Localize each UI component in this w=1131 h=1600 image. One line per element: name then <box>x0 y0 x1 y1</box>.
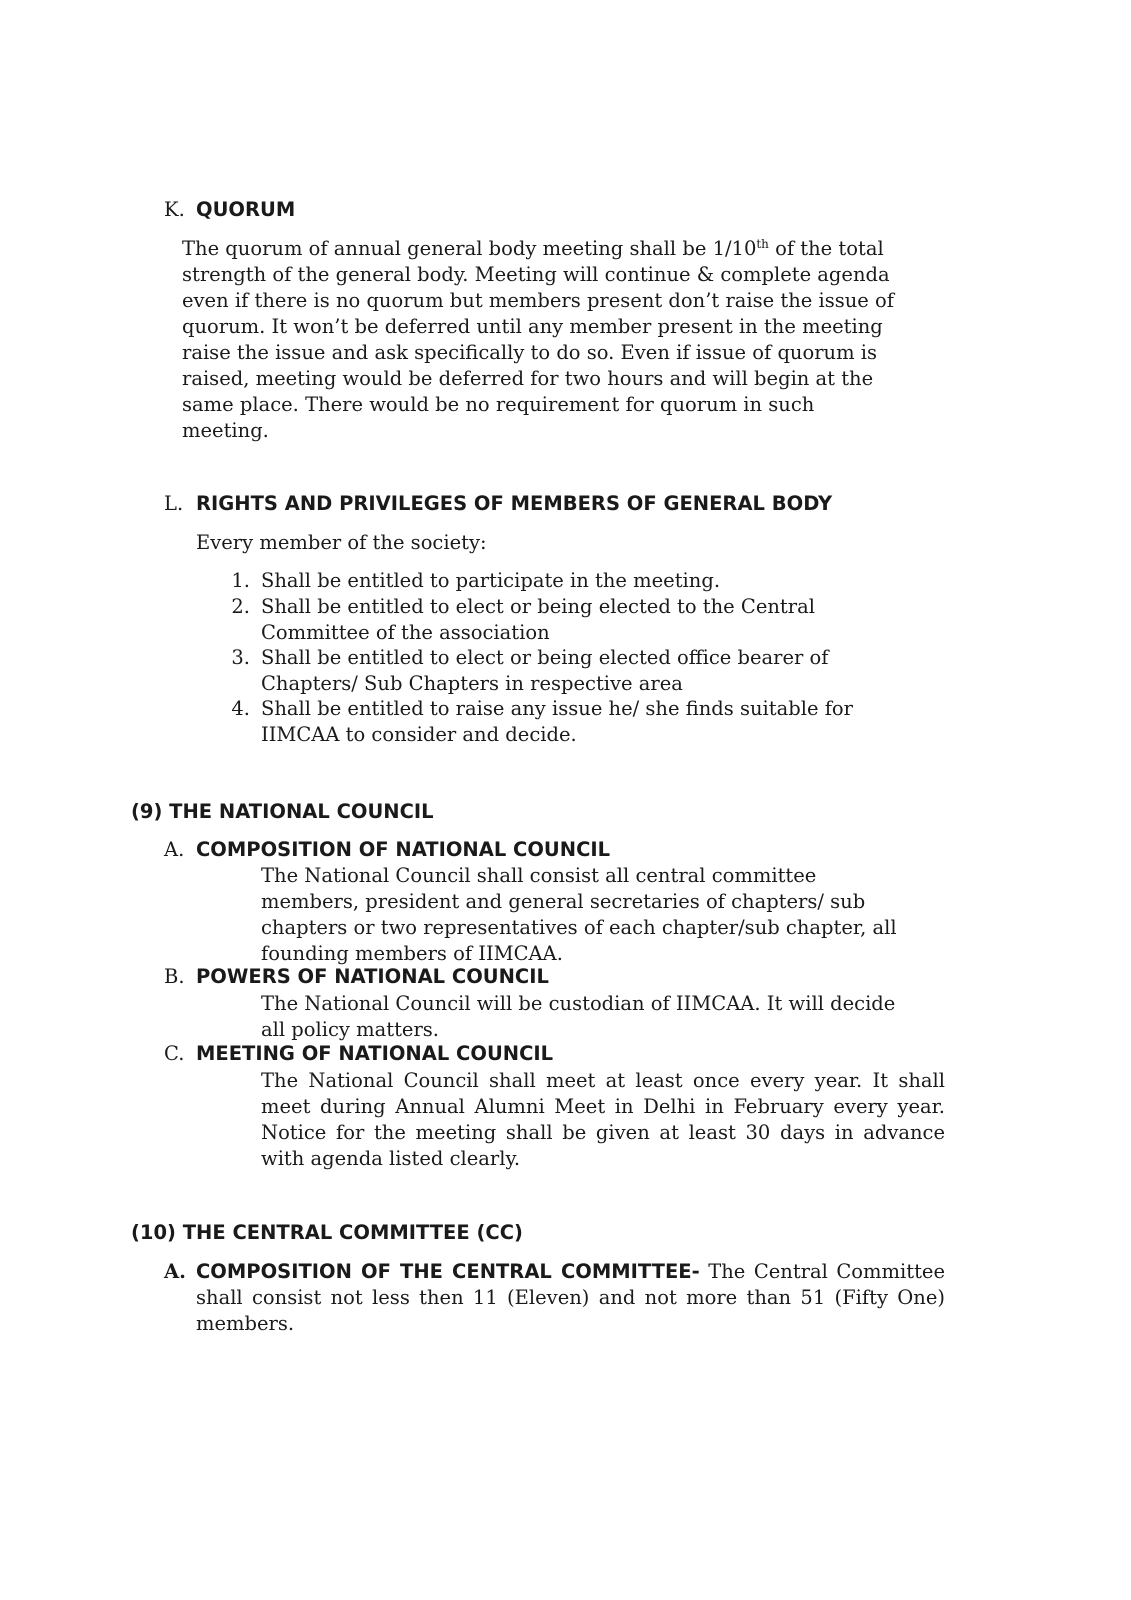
list-text: Shall be entitled to participate in the meeting. <box>261 569 721 592</box>
subsection-paragraph: The National Council shall meet at least once every year. It shall meet during Annual Alumni Meet in Delhi in February every year. Notice for the meeting shall be given at least 30 days in advance with agenda listed clearly. <box>261 1069 945 1170</box>
paragraph-line: meeting. <box>182 419 269 442</box>
list-number: 2. <box>231 595 250 618</box>
subsection-paragraph: The National Council will be custodian of IIMCAA. It will decide all policy matters. <box>261 992 896 1041</box>
subsection-title: MEETING OF NATIONAL COUNCIL <box>196 1042 554 1065</box>
subsection-paragraph: The National Council shall consist all central committee members, president and general secretaries of chapters/ sub chapters or two representatives of each chapter/sub chapter, all founding members of IIMCAA. <box>261 864 897 965</box>
subsection-title: POWERS OF NATIONAL COUNCIL <box>196 965 549 988</box>
list-number: 4. <box>231 697 250 720</box>
subsection-text: The Central Committee shall consist not less then 11 (Eleven) and not more than 51 (Fifty One) members. <box>196 1260 945 1335</box>
section-l-intro: Every member of the society: <box>196 531 487 554</box>
section-9-title: (9) THE NATIONAL COUNCIL <box>131 800 434 823</box>
section-l-title: RIGHTS AND PRIVILEGES OF MEMBERS OF GENERAL BODY <box>196 492 833 515</box>
paragraph-line: The quorum of annual general body meeting shall be 1/10th of the total <box>182 237 884 260</box>
paragraph-line: raise the issue and ask specifically to do so. Even if issue of quorum is <box>182 341 878 364</box>
list-text: Shall be entitled to elect or being elected to the Central Committee of the association <box>261 595 815 644</box>
paragraph-line: strength of the general body. Meeting will continue & complete agenda <box>182 263 890 286</box>
section-l-letter: L. <box>164 492 184 515</box>
list-text: Shall be entitled to elect or being elected office bearer of Chapters/ Sub Chapters in respective area <box>261 646 829 695</box>
subsection-title: COMPOSITION OF THE CENTRAL COMMITTEE- <box>196 1260 700 1283</box>
list-number: 3. <box>231 646 250 669</box>
paragraph-line: same place. There would be no requirement for quorum in such <box>182 393 815 416</box>
subsection-letter: C. <box>164 1042 185 1065</box>
list-text: Shall be entitled to raise any issue he/ she finds suitable for IIMCAA to consider and decide. <box>261 697 853 746</box>
section-k-letter: K. <box>164 198 185 221</box>
list-number: 1. <box>231 569 250 592</box>
paragraph-line: even if there is no quorum but members present don’t raise the issue of <box>182 289 895 312</box>
superscript: th <box>756 237 769 251</box>
paragraph-line: quorum. It won’t be deferred until any member present in the meeting <box>182 315 883 338</box>
section-k-title: QUORUM <box>196 198 296 221</box>
section-10-title: (10) THE CENTRAL COMMITTEE (CC) <box>131 1221 523 1244</box>
subsection-letter: A. <box>164 838 185 861</box>
subsection-letter: A. <box>164 1260 186 1283</box>
subsection-letter: B. <box>164 965 185 988</box>
section-k-paragraph <box>182 236 952 444</box>
subsection-title: COMPOSITION OF NATIONAL COUNCIL <box>196 838 611 861</box>
paragraph-line: raised, meeting would be deferred for two hours and will begin at the <box>182 367 874 390</box>
section-10-paragraph <box>196 1259 945 1337</box>
